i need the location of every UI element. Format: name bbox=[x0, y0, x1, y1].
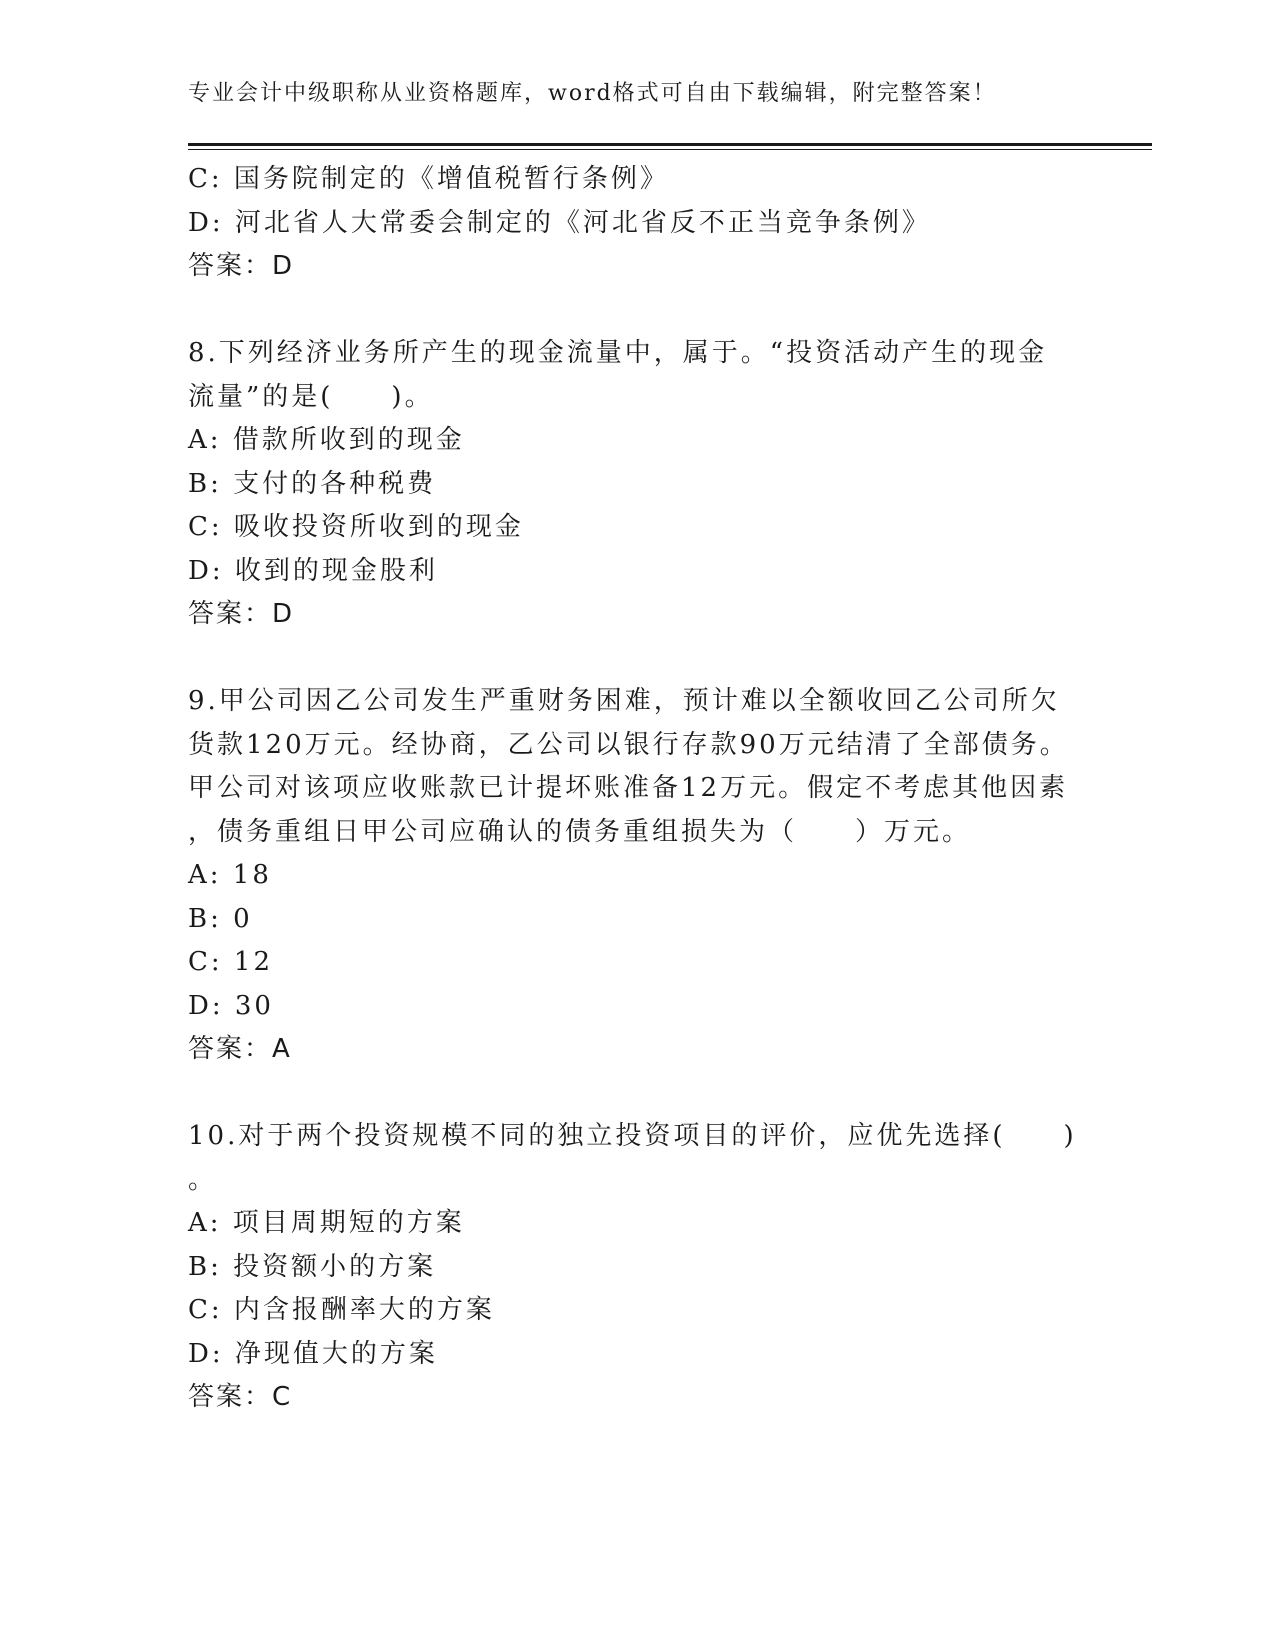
option-a: A: 项目周期短的方案 bbox=[188, 1208, 465, 1238]
option-d: D: 30 bbox=[188, 991, 274, 1021]
option-a: A: 18 bbox=[188, 860, 272, 890]
question-text-line: 货款120万元。经协商，乙公司以银行存款90万元结清了全部债务。 bbox=[188, 730, 1069, 760]
question-text-line: 甲公司对该项应收账款已计提坏账准备12万元。假定不考虑其他因素 bbox=[188, 773, 1069, 803]
option-c: C: 吸收投资所收到的现金 bbox=[188, 512, 524, 542]
option-c: C: 12 bbox=[188, 947, 274, 977]
header-rule-thick bbox=[188, 143, 1152, 146]
question-text-line: 流量”的是( )。 bbox=[188, 382, 434, 412]
question-text-line: 9.甲公司因乙公司发生严重财务困难，预计难以全额收回乙公司所欠 bbox=[188, 686, 1060, 716]
option-b: B: 0 bbox=[188, 904, 253, 934]
question-text-line: ，债务重组日甲公司应确认的债务重组损失为（ ）万元。 bbox=[188, 817, 972, 847]
header-title: 专业会计中级职称从业资格题库，word格式可自由下载编辑，附完整答案！ bbox=[188, 81, 997, 106]
option-d: D: 河北省人大常委会制定的《河北省反不正当竞争条例》 bbox=[188, 208, 931, 238]
question-text-line: 10.对于两个投资规模不同的独立投资项目的评价，应优先选择( ) bbox=[188, 1121, 1077, 1151]
answer: 答案：C bbox=[188, 1382, 293, 1412]
option-a: A: 借款所收到的现金 bbox=[188, 425, 465, 455]
answer: 答案：A bbox=[188, 1034, 292, 1064]
question-text-line: 。 bbox=[188, 1165, 218, 1195]
answer: 答案：D bbox=[188, 599, 295, 629]
option-d: D: 收到的现金股利 bbox=[188, 556, 438, 586]
answer: 答案：D bbox=[188, 251, 295, 281]
option-c: C: 内含报酬率大的方案 bbox=[188, 1295, 495, 1325]
option-c: C: 国务院制定的《增值税暂行条例》 bbox=[188, 164, 669, 194]
header-rule-thin bbox=[188, 149, 1152, 150]
option-b: B: 支付的各种税费 bbox=[188, 469, 437, 499]
option-d: D: 净现值大的方案 bbox=[188, 1339, 438, 1369]
option-b: B: 投资额小的方案 bbox=[188, 1252, 437, 1282]
question-text-line: 8.下列经济业务所产生的现金流量中，属于。“投资活动产生的现金 bbox=[188, 338, 1048, 368]
